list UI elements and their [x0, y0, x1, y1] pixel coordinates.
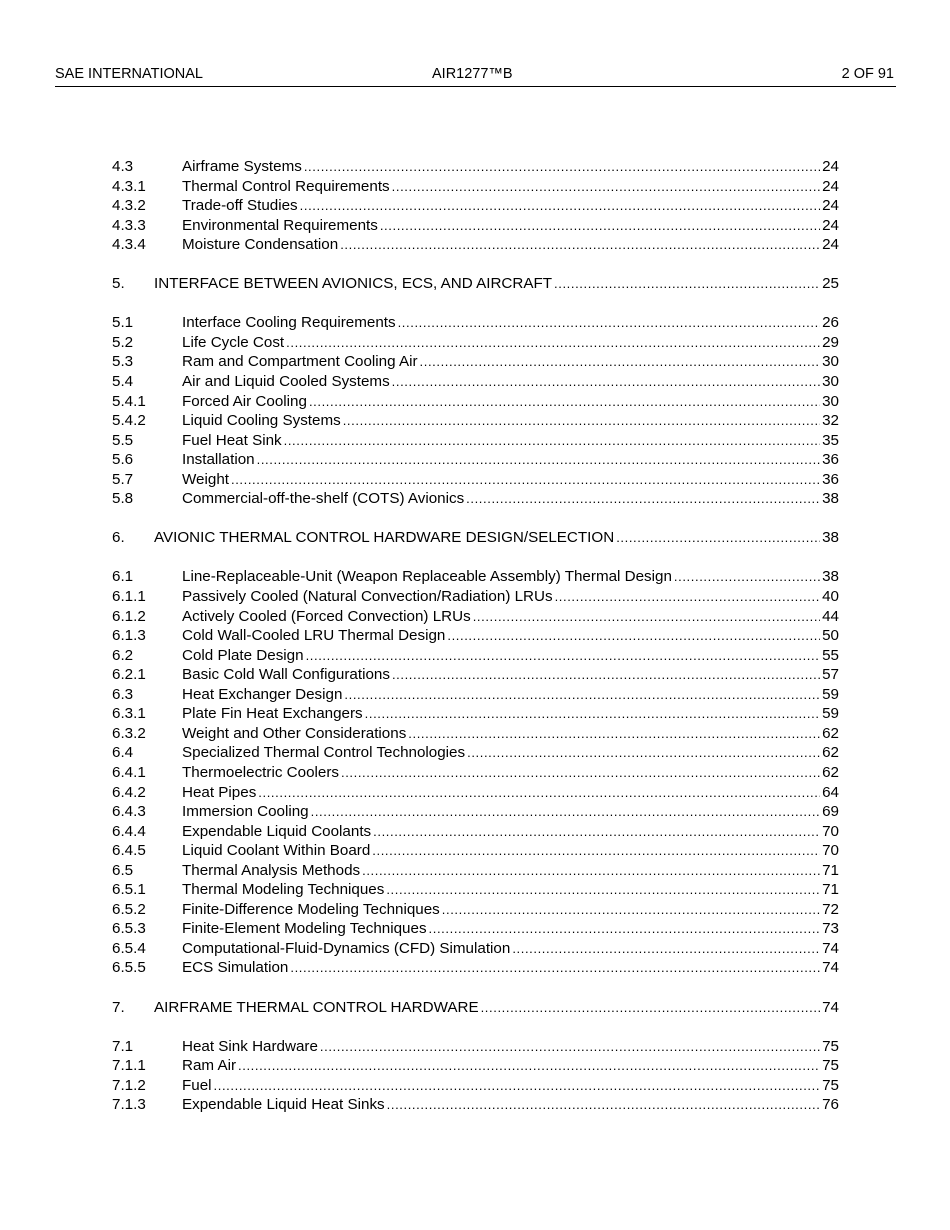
toc-section-number: 6.4.1: [112, 763, 146, 781]
toc-section-title: Cold Plate Design: [182, 646, 304, 664]
toc-entry[interactable]: [112, 1056, 839, 1076]
toc-leader-dots: [467, 743, 820, 763]
toc-section-title: Passively Cooled (Natural Convection/Radiation) LRUs: [182, 588, 553, 606]
toc-section-title: Weight: [182, 470, 229, 488]
toc-section-number: 5.1: [112, 314, 134, 332]
toc-section-number: 6.2: [112, 646, 134, 664]
toc-leader-dots: [420, 352, 821, 372]
toc-leader-dots: [373, 822, 820, 842]
toc-entry[interactable]: [112, 841, 839, 861]
toc-page-number: 62: [822, 763, 839, 781]
toc-page-number: 72: [822, 900, 839, 918]
toc-page-number: 36: [822, 470, 839, 488]
toc-leader-dots: [447, 626, 820, 646]
toc-leader-dots: [392, 372, 820, 392]
toc-page-number: 38: [822, 490, 839, 508]
toc-section-title: Weight and Other Considerations: [182, 724, 407, 742]
toc-leader-dots: [392, 177, 820, 197]
toc-page-number: 30: [822, 392, 839, 410]
toc-page-number: 24: [822, 197, 839, 215]
toc-section-title: Air and Liquid Cooled Systems: [182, 373, 390, 391]
toc-page-number: 24: [822, 158, 839, 175]
toc-section-title: Plate Fin Heat Exchangers: [182, 705, 363, 723]
toc-section-title: INTERFACE BETWEEN AVIONICS, ECS, AND AIRCRAFT: [154, 275, 553, 293]
toc-leader-dots: [380, 216, 820, 236]
toc-entry[interactable]: [112, 528, 839, 548]
toc-section-title: Environmental Requirements: [182, 216, 378, 234]
toc-leader-dots: [284, 431, 820, 451]
toc-entry[interactable]: [112, 607, 839, 627]
toc-leader-dots: [473, 607, 820, 627]
toc-section-title: Fuel Heat Sink: [182, 431, 282, 449]
toc-entry[interactable]: [112, 1037, 839, 1057]
toc-leader-dots: [311, 802, 820, 822]
toc-entry[interactable]: [112, 743, 839, 763]
toc-section-title: Basic Cold Wall Configurations: [182, 666, 390, 684]
header-document-id: AIR1277™B: [432, 66, 513, 82]
toc-entry[interactable]: [112, 313, 839, 333]
toc-section-title: Thermal Control Requirements: [182, 177, 390, 195]
toc-entry[interactable]: [112, 763, 839, 783]
toc-section-number: 4.3.2: [112, 197, 146, 215]
toc-page-number: 44: [822, 607, 839, 625]
toc-leader-dots: [286, 333, 820, 353]
toc-page-number: 64: [822, 783, 839, 801]
toc-leader-dots: [466, 489, 820, 509]
toc-page-number: 25: [822, 275, 839, 293]
toc-section-title: AIRFRAME THERMAL CONTROL HARDWARE: [154, 998, 479, 1016]
toc-page-number: 32: [822, 412, 839, 430]
toc-page-number: 26: [822, 314, 839, 332]
toc-section-title: Cold Wall-Cooled LRU Thermal Design: [182, 627, 446, 645]
toc-section-number: 4.3: [112, 158, 134, 175]
toc-entry[interactable]: [112, 958, 839, 978]
toc-section-number: 5.8: [112, 490, 134, 508]
toc-entry[interactable]: [112, 919, 839, 939]
table-of-contents: [112, 157, 839, 1115]
toc-section-number: 6.4.2: [112, 783, 146, 801]
toc-section-number: 6.5.5: [112, 959, 146, 977]
header-page-number: 2 OF 91: [841, 66, 894, 82]
toc-page-number: 75: [822, 1076, 839, 1094]
toc-entry[interactable]: [112, 196, 839, 216]
toc-leader-dots: [306, 646, 821, 666]
toc-page-number: 55: [822, 646, 839, 664]
toc-section-title: Specialized Thermal Control Technologies: [182, 744, 466, 762]
toc-section-title: Ram and Compartment Cooling Air: [182, 353, 418, 371]
toc-leader-dots: [555, 587, 821, 607]
toc-section-number: 5.4.2: [112, 412, 146, 430]
toc-leader-dots: [214, 1076, 821, 1096]
toc-section-number: 5.: [112, 275, 125, 293]
toc-leader-dots: [365, 704, 820, 724]
toc-section-title: AVIONIC THERMAL CONTROL HARDWARE DESIGN/SELECTION: [154, 529, 615, 547]
toc-section-number: 5.3: [112, 353, 134, 371]
toc-section-number: 6.2.1: [112, 666, 146, 684]
toc-section-number: 4.3.4: [112, 236, 146, 254]
toc-page-number: 38: [822, 568, 839, 586]
toc-entry[interactable]: [112, 880, 839, 900]
toc-page-number: 30: [822, 353, 839, 371]
toc-page-number: 70: [822, 842, 839, 860]
toc-entry[interactable]: [112, 177, 839, 197]
toc-entry[interactable]: [112, 685, 839, 705]
toc-page-number: 69: [822, 803, 839, 821]
toc-section-number: 6.4.3: [112, 803, 146, 821]
toc-leader-dots: [257, 450, 820, 470]
toc-entry[interactable]: [112, 450, 839, 470]
toc-entry[interactable]: [112, 998, 839, 1018]
toc-section-number: 5.7: [112, 470, 134, 488]
toc-section-number: 4.3.1: [112, 177, 146, 195]
toc-section-title: Expendable Liquid Coolants: [182, 822, 372, 840]
toc-section-number: 5.5: [112, 431, 134, 449]
toc-section-title: Life Cycle Cost: [182, 333, 285, 351]
toc-section-number: 4.3.3: [112, 216, 146, 234]
toc-leader-dots: [442, 900, 820, 920]
toc-leader-dots: [387, 1095, 820, 1115]
toc-section-title: Finite-Element Modeling Techniques: [182, 920, 427, 938]
toc-page-number: 70: [822, 822, 839, 840]
toc-entry[interactable]: [112, 392, 839, 412]
toc-entry[interactable]: [112, 333, 839, 353]
toc-entry[interactable]: [112, 861, 839, 881]
toc-entry[interactable]: [112, 431, 839, 451]
toc-section-title: Forced Air Cooling: [182, 392, 307, 410]
toc-section-title: Finite-Difference Modeling Techniques: [182, 900, 440, 918]
toc-leader-dots: [341, 763, 820, 783]
toc-section-number: 7.1: [112, 1037, 134, 1055]
toc-section-number: 7.1.1: [112, 1057, 146, 1075]
toc-leader-dots: [408, 724, 820, 744]
toc-section-title: Moisture Condensation: [182, 236, 339, 254]
toc-page-number: 71: [822, 881, 839, 899]
toc-section-number: 5.2: [112, 333, 134, 351]
toc-page-number: 59: [822, 685, 839, 703]
toc-section-title: Ram Air: [182, 1057, 237, 1075]
toc-section-number: 5.4: [112, 373, 134, 391]
toc-section-number: 6.1.2: [112, 607, 146, 625]
toc-section-title: Liquid Cooling Systems: [182, 412, 341, 430]
toc-section-number: 5.4.1: [112, 392, 146, 410]
toc-page-number: 76: [822, 1096, 839, 1114]
toc-entry[interactable]: [112, 411, 839, 431]
toc-leader-dots: [362, 861, 820, 881]
toc-section-title: Liquid Coolant Within Board: [182, 842, 371, 860]
toc-page-number: 59: [822, 705, 839, 723]
toc-page-number: 50: [822, 627, 839, 645]
toc-leader-dots: [481, 998, 821, 1018]
toc-entry[interactable]: [112, 783, 839, 803]
toc-entry[interactable]: [112, 900, 839, 920]
toc-leader-dots: [290, 958, 820, 978]
toc-leader-dots: [386, 880, 820, 900]
toc-leader-dots: [343, 411, 820, 431]
toc-section-title: Trade-off Studies: [182, 197, 298, 215]
toc-section-number: 7.1.3: [112, 1096, 146, 1114]
toc-section-number: 5.6: [112, 451, 134, 469]
toc-section-number: 7.: [112, 998, 125, 1016]
toc-entry[interactable]: [112, 567, 839, 587]
toc-entry[interactable]: [112, 1095, 839, 1115]
toc-section-title: Actively Cooled (Forced Convection) LRUs: [182, 607, 471, 625]
toc-page-number: 35: [822, 431, 839, 449]
toc-section-number: 6.5.2: [112, 900, 146, 918]
toc-section-title: Heat Sink Hardware: [182, 1037, 318, 1055]
toc-entry[interactable]: [112, 489, 839, 509]
toc-entry[interactable]: [112, 665, 839, 685]
toc-entry[interactable]: [112, 274, 839, 294]
toc-entry[interactable]: [112, 822, 839, 842]
toc-leader-dots: [674, 567, 820, 587]
toc-section-number: 6.3.2: [112, 724, 146, 742]
toc-leader-dots: [512, 939, 820, 959]
toc-entry[interactable]: [112, 216, 839, 236]
toc-entry[interactable]: [112, 372, 839, 392]
toc-entry[interactable]: [112, 157, 839, 177]
toc-leader-dots: [300, 196, 820, 216]
toc-section-title: Interface Cooling Requirements: [182, 314, 396, 332]
toc-page-number: 57: [822, 666, 839, 684]
toc-leader-dots: [231, 470, 820, 490]
toc-page-number: 75: [822, 1057, 839, 1075]
toc-section-title: ECS Simulation: [182, 959, 289, 977]
toc-page-number: 75: [822, 1037, 839, 1055]
toc-entry[interactable]: [112, 724, 839, 744]
toc-section-title: Immersion Cooling: [182, 803, 309, 821]
toc-leader-dots: [258, 783, 820, 803]
toc-entry[interactable]: [112, 646, 839, 666]
toc-page-number: 74: [822, 998, 839, 1016]
toc-section-number: 6.1.1: [112, 588, 146, 606]
toc-page-number: 24: [822, 177, 839, 195]
toc-page-number: 62: [822, 744, 839, 762]
page-header: [55, 66, 896, 87]
toc-leader-dots: [554, 274, 820, 294]
toc-page-number: 29: [822, 333, 839, 351]
toc-leader-dots: [344, 685, 820, 705]
toc-leader-dots: [309, 392, 820, 412]
toc-page-number: 74: [822, 939, 839, 957]
toc-section-title: Line-Replaceable-Unit (Weapon Replaceable Assembly) Thermal Design: [182, 568, 672, 586]
toc-section-title: Computational-Fluid-Dynamics (CFD) Simulation: [182, 939, 511, 957]
toc-page-number: 71: [822, 861, 839, 879]
toc-entry[interactable]: [112, 587, 839, 607]
toc-section-number: 6.5.1: [112, 881, 146, 899]
toc-section-number: 6.1.3: [112, 627, 146, 645]
header-organization: SAE INTERNATIONAL: [55, 66, 203, 82]
toc-leader-dots: [340, 235, 820, 255]
toc-entry[interactable]: [112, 470, 839, 490]
toc-page-number: 38: [822, 529, 839, 547]
toc-entry[interactable]: [112, 939, 839, 959]
toc-section-title: Heat Exchanger Design: [182, 685, 343, 703]
toc-section-title: Thermal Modeling Techniques: [182, 881, 385, 899]
toc-section-number: 6.4.4: [112, 822, 146, 840]
toc-section-title: Commercial-off-the-shelf (COTS) Avionics: [182, 490, 465, 508]
toc-leader-dots: [372, 841, 820, 861]
toc-section-title: Thermoelectric Coolers: [182, 763, 339, 781]
toc-leader-dots: [392, 665, 820, 685]
toc-section-title: Airframe Systems: [182, 158, 302, 175]
toc-page-number: 24: [822, 216, 839, 234]
toc-entry[interactable]: [112, 1076, 839, 1096]
toc-leader-dots: [304, 157, 820, 177]
toc-page-number: 62: [822, 724, 839, 742]
toc-section-number: 6.3.1: [112, 705, 146, 723]
toc-section-title: Heat Pipes: [182, 783, 257, 801]
toc-section-number: 6.4.5: [112, 842, 146, 860]
toc-section-number: 6.5: [112, 861, 134, 879]
toc-section-number: 6.1: [112, 568, 134, 586]
toc-section-title: Installation: [182, 451, 255, 469]
toc-section-title: Fuel: [182, 1076, 212, 1094]
toc-leader-dots: [398, 313, 821, 333]
toc-page-number: 30: [822, 373, 839, 391]
toc-leader-dots: [429, 919, 821, 939]
toc-page-number: 74: [822, 959, 839, 977]
toc-section-number: 6.5.4: [112, 939, 146, 957]
toc-section-number: 7.1.2: [112, 1076, 146, 1094]
toc-section-title: Expendable Liquid Heat Sinks: [182, 1096, 385, 1114]
toc-page-number: 73: [822, 920, 839, 938]
toc-entry[interactable]: [112, 352, 839, 372]
toc-section-title: Thermal Analysis Methods: [182, 861, 361, 879]
toc-entry[interactable]: [112, 626, 839, 646]
toc-entry[interactable]: [112, 235, 839, 255]
toc-entry[interactable]: [112, 802, 839, 822]
toc-page-number: 24: [822, 236, 839, 254]
toc-section-number: 6.: [112, 529, 125, 547]
toc-section-number: 6.3: [112, 685, 134, 703]
toc-section-number: 6.4: [112, 744, 134, 762]
toc-entry[interactable]: [112, 704, 839, 724]
toc-section-number: 6.5.3: [112, 920, 146, 938]
toc-page-number: 40: [822, 588, 839, 606]
toc-leader-dots: [320, 1037, 820, 1057]
toc-leader-dots: [238, 1056, 820, 1076]
toc-page-number: 36: [822, 451, 839, 469]
toc-leader-dots: [616, 528, 820, 548]
